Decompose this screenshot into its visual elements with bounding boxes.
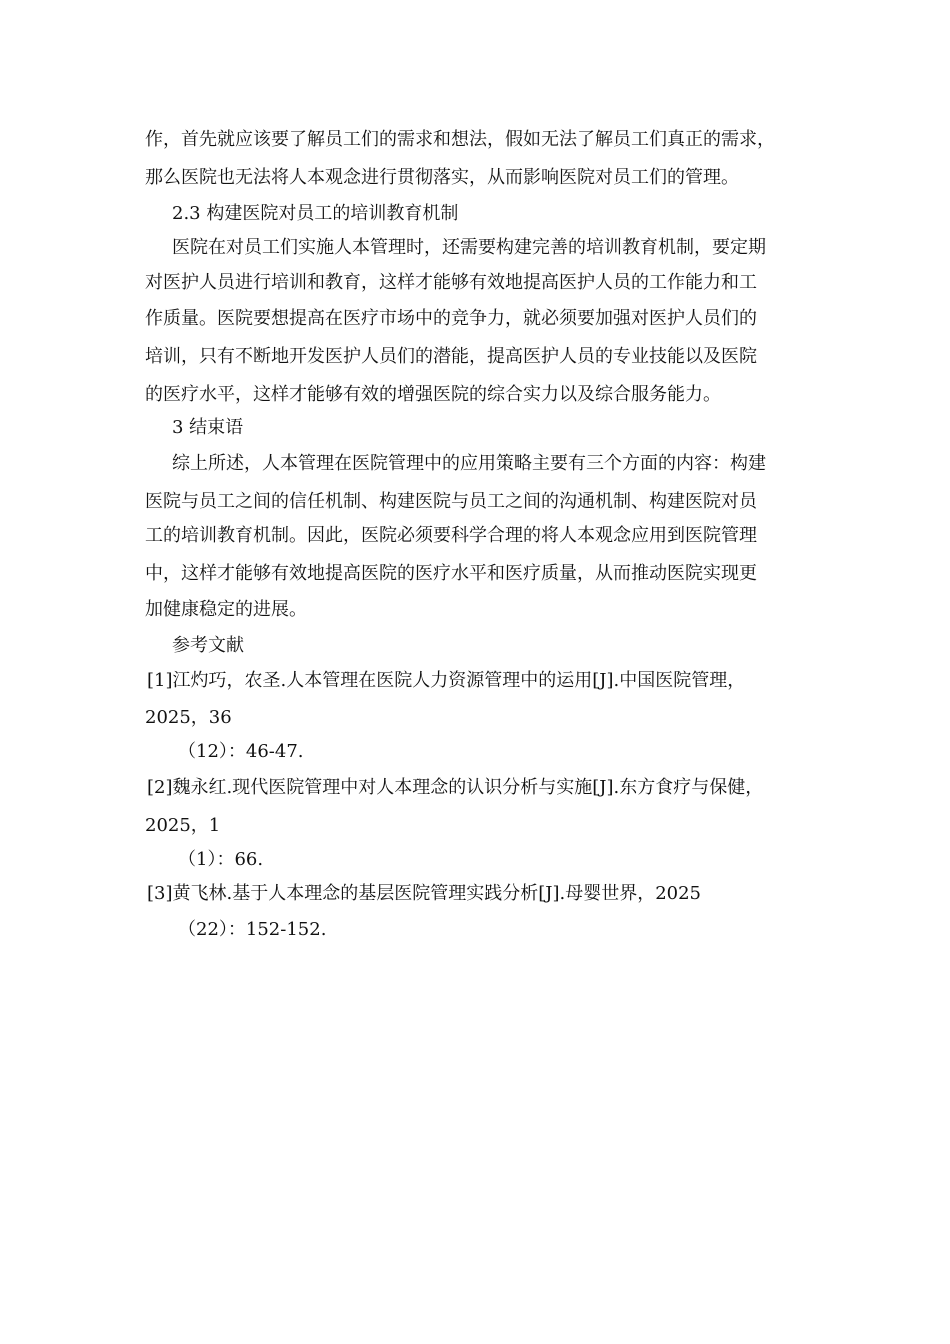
body-text-line: 工的培训教育机制。因此，医院必须要科学合理的将人本观念应用到医院管理	[145, 525, 757, 546]
reference-item-1-issue: （12）：46-47.	[178, 741, 304, 762]
body-text-line: 对医护人员进行培训和教育，这样才能够有效地提高医护人员的工作能力和工	[145, 272, 757, 293]
body-text-line: 那么医院也无法将人本观念进行贯彻落实，从而影响医院对员工们的管理。	[145, 167, 739, 188]
body-text-line: 加健康稳定的进展。	[145, 599, 307, 620]
reference-item-3-issue: （22）：152-152.	[178, 919, 327, 940]
body-text-line: 培训，只有不断地开发医护人员们的潜能，提高医护人员的专业技能以及医院	[145, 346, 757, 367]
section-heading-2-3: 2.3 构建医院对员工的培训教育机制	[172, 203, 459, 224]
body-text-line: 综上所述，人本管理在医院管理中的应用策略主要有三个方面的内容：构建	[172, 453, 766, 474]
reference-item-3: [3]黄飞林.基于人本理念的基层医院管理实践分析[J].母婴世界，2025	[147, 883, 702, 904]
reference-item-1-cont: 2025，36	[145, 707, 232, 728]
body-text-line: 作质量。医院要想提高在医疗市场中的竞争力，就必须要加强对医护人员们的	[145, 308, 757, 329]
reference-item-1: [1]江灼巧，农圣.人本管理在医院人力资源管理中的运用[J].中国医院管理，	[147, 670, 746, 691]
reference-item-2-cont: 2025，1	[145, 815, 221, 836]
body-text-line: 医院在对员工们实施人本管理时，还需要构建完善的培训教育机制，要定期	[172, 237, 766, 258]
references-heading: 参考文献	[172, 635, 244, 656]
body-text-line: 中，这样才能够有效地提高医院的医疗水平和医疗质量，从而推动医院实现更	[145, 563, 757, 584]
section-heading-3: 3 结束语	[172, 417, 244, 438]
body-text-line: 的医疗水平，这样才能够有效的增强医院的综合实力以及综合服务能力。	[145, 384, 721, 405]
body-text-line: 医院与员工之间的信任机制、构建医院与员工之间的沟通机制、构建医院对员	[145, 491, 757, 512]
reference-item-2: [2]魏永红.现代医院管理中对人本理念的认识分析与实施[J].东方食疗与保健，	[147, 777, 764, 798]
body-text-line: 作，首先就应该要了解员工们的需求和想法，假如无法了解员工们真正的需求，	[145, 129, 775, 150]
reference-item-2-issue: （1）：66.	[178, 849, 264, 870]
